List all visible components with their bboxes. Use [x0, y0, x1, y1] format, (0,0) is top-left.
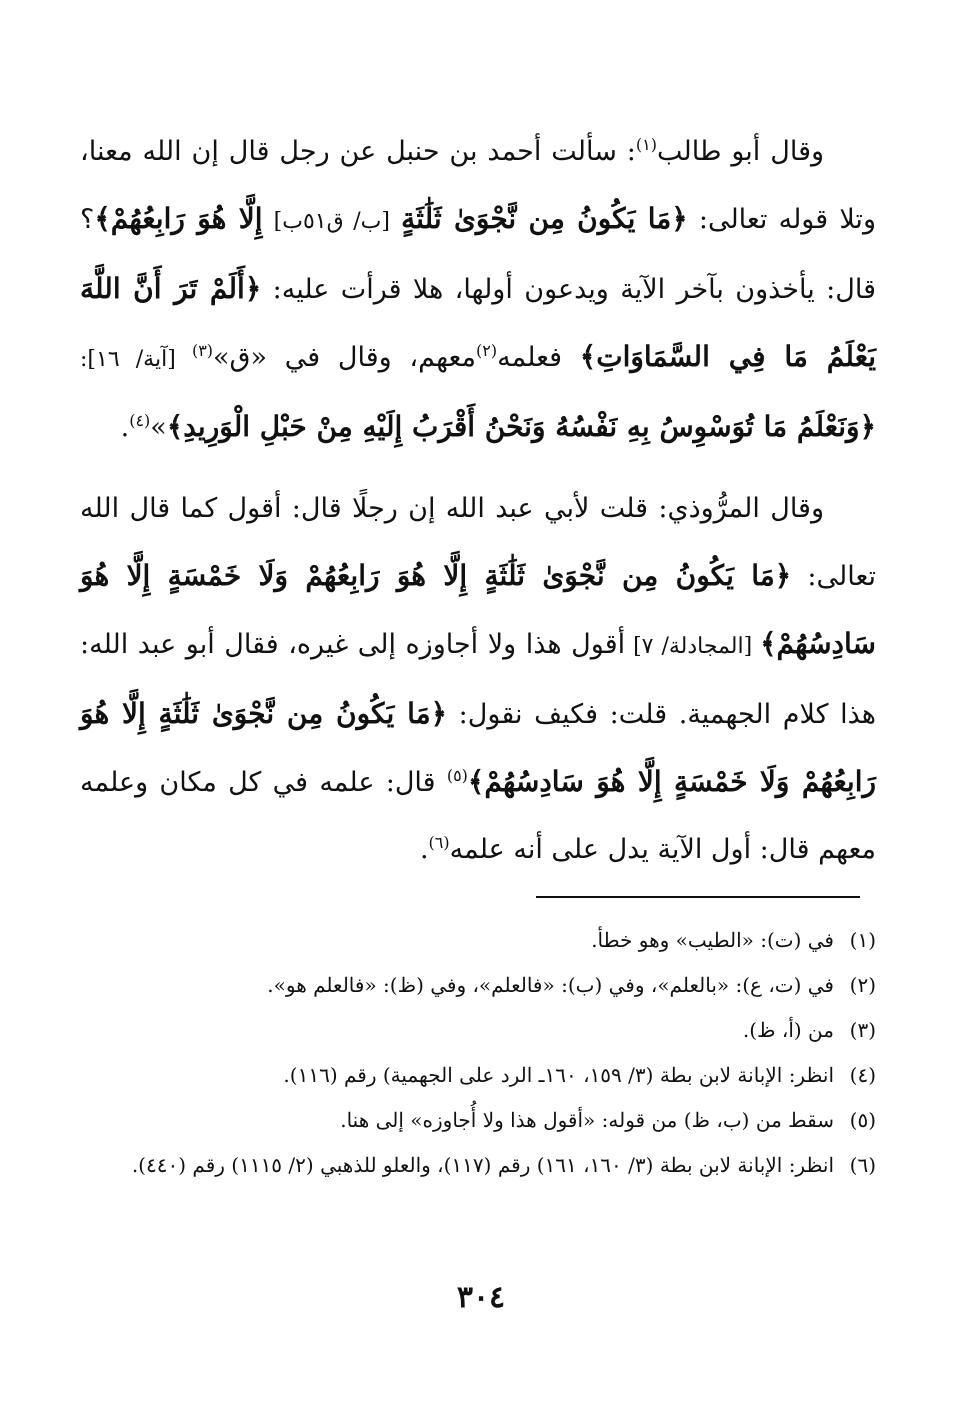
footnote-divider [536, 896, 860, 898]
text-segment: . [419, 834, 429, 865]
footnote-ref-5: (٥) [446, 766, 468, 785]
footnote-item [80, 1008, 876, 1053]
verse-ref: [آية/ ١٦]: [80, 347, 192, 372]
footnote-ref-1: (١) [635, 135, 657, 154]
text-segment: وقال أبو طالب [656, 136, 825, 167]
paragraph-marrudhi [80, 475, 876, 883]
footnote-item [80, 963, 876, 1008]
text-segment: ؟ قال: يأخذون بآخر الآية ويدعون أولها، هلا قرأت عليه: [80, 204, 876, 305]
footnote-number: (٦) [849, 1153, 876, 1177]
text-segment: . [120, 412, 130, 443]
text-segment: فعلمه [497, 342, 580, 373]
footnote-text: في (ت، ع): «بالعلم»، وفي (ب): «فالعلم»، وفي (ظ): «فالعلم هو». [267, 973, 834, 997]
quran-verse: ﴿مَا يَكُونُ مِن نَّجْوَىٰ ثَلَٰثَةٍ [401, 202, 688, 235]
footnote-number: (٥) [849, 1108, 876, 1132]
text-segment: أقول هذا ولا أجاوزه إلى غيره، فقال أبو عبد الله: هذا كلام الجهمية. قلت: فكيف نقول: [80, 629, 876, 730]
footnote-number: (٤) [849, 1063, 876, 1087]
footnote-number: (١) [849, 928, 876, 952]
footnote-text: في (ت): «الطيب» وهو خطأ. [591, 928, 834, 952]
footnote-ref-3: (٣) [191, 341, 214, 360]
footnote-number: (٢) [849, 973, 876, 997]
text-segment: قال: علمه في كل مكان وعلمه معهم قال: أول الآية يدل على أنه علمه [80, 767, 876, 865]
main-text [80, 118, 876, 883]
footnotes [80, 918, 876, 1188]
footnote-ref-4: (٤) [129, 411, 151, 430]
footnote-text: من (أ، ظ). [742, 1018, 834, 1042]
footnote-text: انظر: الإبانة لابن بطة (٣/ ١٦٠، ١٦١) رقم (١١٧)، والعلو للذهبي (٢/ ١١١٥) رقم (٤٤٠). [131, 1153, 834, 1177]
quran-verse: ﴿مَا يَكُونُ مِن نَّجْوَىٰ ثَلَٰثَةٍ إِلَّا هُوَ رَابِعُهُمْ وَلَا خَمْسَةٍ إِلَّا هُوَ سَادِسُهُمْ﴾ [80, 697, 876, 798]
text-segment: : سألت أحمد بن حنبل عن رجل قال إن الله معنا، وتلا قوله تعالى: [80, 136, 876, 235]
manuscript-ref: [ب/ ق٥١ب] [273, 209, 390, 234]
footnote-item [80, 1053, 876, 1098]
quran-verse: ﴿وَنَعْلَمُ مَا تُوَسْوِسُ بِهِ نَفْسُهُ وَنَحْنُ أَقْرَبُ إِلَيْهِ مِنْ حَبْلِ الْوَرِيدِ﴾ [166, 410, 876, 443]
footnote-ref-2: (٢) [476, 341, 498, 360]
footnote-text: انظر: الإبانة لابن بطة (٣/ ١٥٩، ١٦٠ـ الرد على الجهمية) رقم (١١٦). [283, 1063, 834, 1087]
quran-verse: إِلَّا هُوَ رَابِعُهُمْ﴾ [94, 202, 263, 235]
paragraph-abu-talib [80, 118, 876, 461]
quran-verse: ﴿أَلَمْ تَرَ أَنَّ اللَّهَ يَعْلَمُ مَا فِي السَّمَاوَاتِ﴾ [80, 272, 876, 373]
footnote-item [80, 1098, 876, 1143]
footnote-text: سقط من (ب، ظ) من قوله: «أقول هذا ولا أُجاوزه» إلى هنا. [340, 1108, 834, 1132]
text-segment: معهم، وقال في «ق» [213, 342, 477, 373]
verse-ref: [المجادلة/ ٧] [625, 634, 761, 659]
footnote-item [80, 1143, 876, 1188]
footnote-ref-6: (٦) [428, 833, 450, 852]
quran-verse: ﴿مَا يَكُونُ مِن نَّجْوَىٰ ثَلَٰثَةٍ إِلَّا هُوَ رَابِعُهُمْ وَلَا خَمْسَةٍ إِلَّا هُوَ سَادِسُهُمْ﴾ [80, 559, 877, 660]
page-number: ٣٠٤ [456, 1280, 506, 1315]
footnote-number: (٣) [849, 1018, 876, 1042]
text-segment: » [150, 412, 167, 443]
text-segment: وقال المرُّوذي: قلت لأبي عبد الله إن رجلًا قال: أقول كما قال الله تعالى: [80, 493, 876, 592]
footnote-item [80, 918, 876, 963]
